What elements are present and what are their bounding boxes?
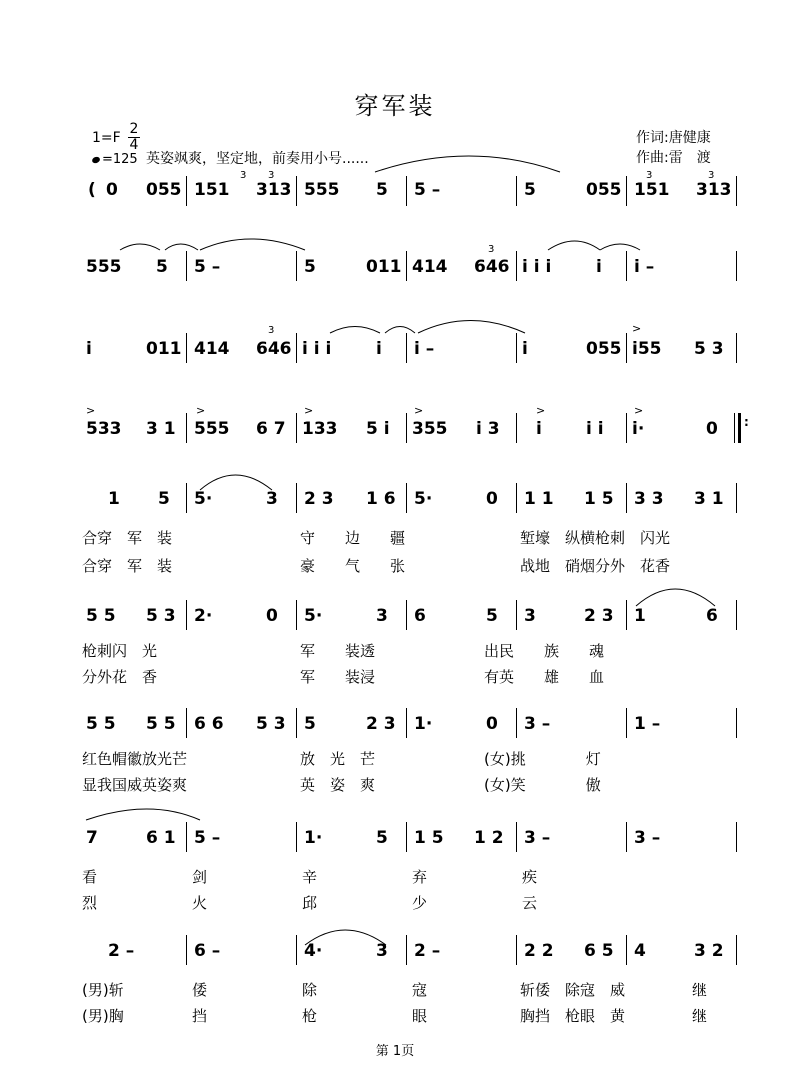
note-group: 6 7 [256,419,286,439]
note-group: 533 [86,419,122,439]
note-group: 151 [634,180,670,200]
lyric-line: 有英 雄 血 [484,668,605,686]
note-group: 1 – [634,714,661,734]
note-group: 011 [366,257,402,277]
note-group: 313 [256,180,292,200]
note-group: 151 [194,180,230,200]
repeat-dots-icon: : [744,415,749,429]
note-group: i [596,257,602,277]
triplet-mark: 3 [268,170,275,181]
note-group: 4 [634,941,646,961]
lyric: 弃 [412,868,428,886]
lyric-line: 显我国威英姿爽 [82,776,188,794]
note-group: 133 [302,419,338,439]
note-group: 055 [146,180,182,200]
note-group: 5· [194,489,213,509]
note-group: 2 2 [524,941,554,961]
note-group: 3 1 [146,419,176,439]
note-group: i [536,419,542,439]
note-group: 1 6 [366,489,396,509]
slur [165,244,198,250]
note-group: 313 [696,180,732,200]
lyric-line: 枪刺闪 光 [82,642,158,660]
accent-mark: > [634,404,644,417]
note-group: 0 [266,606,278,626]
slur [305,930,386,945]
tempo-value: =125 [102,152,138,167]
slur [375,156,560,172]
lyric: 除 [302,981,318,999]
lyric: 辛 [302,868,318,886]
note-group: i [376,339,382,359]
note-group: i i [586,419,604,439]
slur [200,475,272,490]
note-group: 1 5 [584,489,614,509]
note-group: 5 [304,257,316,277]
note-group: 5 3 [146,606,176,626]
lyric: 邱 [302,894,318,912]
note-group: 2 3 [304,489,334,509]
note-group: 2· [194,606,213,626]
note-group: 055 [586,180,622,200]
triplet-mark: 3 [488,244,495,255]
note-group: 5 – [194,257,221,277]
note-group: 7 [86,828,98,848]
note-group: 5 [158,489,170,509]
slur [385,327,415,334]
lyric-line: 合穿 军 装 [82,529,173,547]
note-group: 6 [414,606,426,626]
note-group: 3 – [634,828,661,848]
lyric: 烈 [82,894,98,912]
lyric: 少 [412,894,428,912]
note-group: 4· [304,941,323,961]
note-group: 5 [376,828,388,848]
lyric-line: 合穿 军 装 [82,557,173,575]
note-group: 555 [86,257,122,277]
slur [600,244,640,250]
lyric-line: 战地 硝烟分外 花香 [520,557,671,575]
note-group: 355 [412,419,448,439]
page-title: 穿军装 [354,92,436,120]
note-group: i – [634,257,655,277]
slur [330,327,380,334]
note-group: 0 [486,489,498,509]
note-group: 011 [146,339,182,359]
note-group: 1 1 [524,489,554,509]
note-group: 5 – [194,828,221,848]
note-group: 6 1 [146,828,176,848]
note-group: 0 [106,180,118,200]
note-group: 3 – [524,828,551,848]
lyric: 疾 [522,868,538,886]
lyric: (男)胸 [82,1007,124,1025]
lyric: 寇 [412,981,428,999]
lyric: 胸挡 枪眼 黄 [520,1007,626,1025]
note-group: i i i [522,257,552,277]
note-group: 3 3 [634,489,664,509]
accent-mark: > [632,322,642,335]
note-group: 0 [706,419,718,439]
accent-mark: > [86,404,96,417]
slur [120,244,160,250]
note-group: 2 3 [584,606,614,626]
note-group: i55 [632,339,662,359]
slur [418,321,525,334]
lyric: 斩倭 除寇 威 [520,981,626,999]
note-group: 3 [524,606,536,626]
lyric: 眼 [412,1007,428,1025]
note-group: 3 1 [694,489,724,509]
note-group: 555 [194,419,230,439]
lyric: 枪 [302,1007,318,1025]
note-group: 5 [486,606,498,626]
lyric: 继 [692,1007,708,1025]
note-group: 6 6 [194,714,224,734]
lyric: 剑 [192,868,208,886]
note-group: 1· [304,828,323,848]
accent-mark: > [304,404,314,417]
lyric-line: 分外花 香 [82,668,158,686]
triplet-mark: 3 [240,170,247,181]
note-group: 1 5 [414,828,444,848]
lyric: 火 [192,894,208,912]
accent-mark: > [536,404,546,417]
lyric-line: 红色帽徽放光芒 [82,750,188,768]
time-signature-bottom: 4 [129,137,139,153]
note-group: 3 [376,606,388,626]
note-group: i i i [302,339,332,359]
note-group: 2 – [108,941,135,961]
lyric: 云 [522,894,538,912]
lyric-line: 守 边 疆 [300,529,406,547]
lyric: 挡 [192,1007,208,1025]
note-group: 3 – [524,714,551,734]
lyric: (男)斩 [82,981,124,999]
lyric-line: (女)笑 傲 [484,776,601,794]
lyricist: 作词:唐健康 [636,130,711,146]
time-signature-top: 2 [129,121,139,137]
note-group: 0 [486,714,498,734]
accent-mark: > [196,404,206,417]
note-group: 5 [376,180,388,200]
note-group: 055 [586,339,622,359]
lyric-line: (女)挑 灯 [484,750,601,768]
note-group: 1 [634,606,646,626]
lyric-line: 堑壕 纵横枪刺 闪光 [520,529,671,547]
lyric-line: 放 光 芒 [300,750,376,768]
slur [200,239,305,250]
note-group: 5· [304,606,323,626]
page-number: 第 1页 [375,1044,415,1059]
note-group: 5 [304,714,316,734]
triplet-mark: 3 [268,325,275,336]
lyric-line: 军 装透 [300,642,376,660]
note-group: i [86,339,92,359]
note-group: 5 [524,180,536,200]
note-group: 414 [412,257,448,277]
note-group: 1 [108,489,120,509]
note-group: ( [88,180,96,200]
triplet-mark: 3 [646,170,653,181]
note-group: 5 – [414,180,441,200]
note-group: 5 3 [256,714,286,734]
note-group: 6 5 [584,941,614,961]
performance-direction: 英姿飒爽，坚定地，前奏用小号...... [146,151,369,167]
note-group: i 3 [476,419,500,439]
note-group: 2 – [414,941,441,961]
note-group: 5 3 [694,339,724,359]
note-group: i – [414,339,435,359]
note-group: 3 [376,941,388,961]
note-group: 646 [256,339,292,359]
note-group: i· [632,419,645,439]
note-group: 646 [474,257,510,277]
slur [548,241,600,250]
lyric-line: 出民 族 魂 [484,642,605,660]
lyric-line: 英 姿 爽 [300,776,376,794]
lyric: 倭 [192,981,208,999]
note-group: 5 5 [86,714,116,734]
note-group: 1· [414,714,433,734]
lyric: 看 [82,868,98,886]
note-group: 414 [194,339,230,359]
note-group: 1 2 [474,828,504,848]
note-group: 2 3 [366,714,396,734]
slur [86,809,200,820]
note-group: 5 5 [146,714,176,734]
note-group: 3 [266,489,278,509]
key-signature: 1=F [92,130,121,146]
triplet-mark: 3 [708,170,715,181]
note-group: 555 [304,180,340,200]
lyric: 继 [692,981,708,999]
note-group: 6 – [194,941,221,961]
accent-mark: > [414,404,424,417]
lyric-line: 豪 气 张 [300,557,406,575]
note-group: i [522,339,528,359]
note-group: 3 2 [694,941,724,961]
note-group: 5 i [366,419,390,439]
slur [636,589,715,606]
composer: 作曲:雷 渡 [636,150,711,166]
note-group: 5 5 [86,606,116,626]
lyric-line: 军 装浸 [300,668,376,686]
note-group: 6 [706,606,718,626]
note-group: 5 [156,257,168,277]
note-group: 5· [414,489,433,509]
